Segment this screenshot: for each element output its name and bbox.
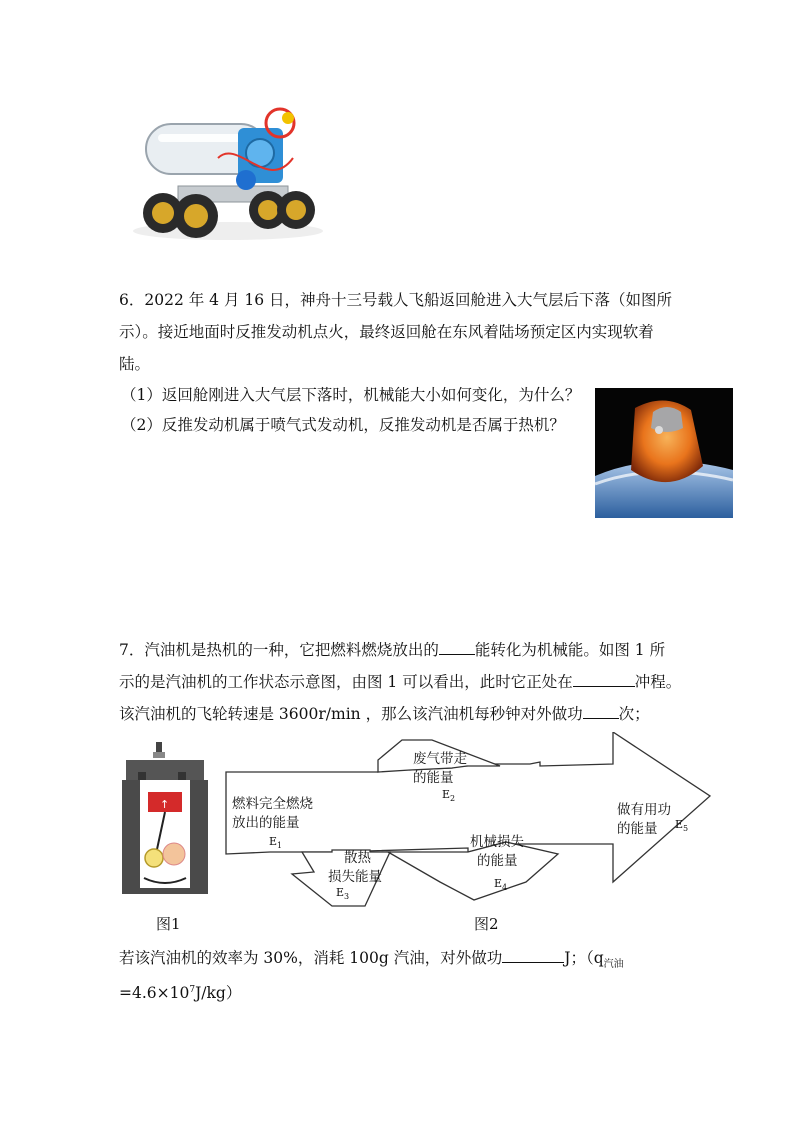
q7-exponent: 7 [189, 985, 196, 995]
q7-line-1-a: 7．汽油机是热机的一种，它把燃料燃烧放出的 [119, 641, 439, 659]
answer-blank-stroke[interactable] [573, 672, 635, 687]
e5-symbol: $E_5$ [675, 818, 689, 833]
q7-line-5-b: J/kg） [195, 984, 242, 1003]
answer-blank-energy[interactable] [439, 640, 475, 655]
q7-line-4-a: 若该汽油机的效率为 30%，消耗 100g 汽油，对外做功 [119, 949, 503, 967]
q7-line-3-a: 该汽油机的飞轮转速是 3600r/min ，那么该汽油机每秒钟对外做功 [119, 705, 583, 723]
figure-2-caption: 图2 [474, 915, 499, 933]
e4-label-line-1: 机械损失 [470, 834, 524, 850]
figure-1-caption: 图1 [156, 915, 181, 933]
q6-line-3: 陆。 [119, 355, 151, 373]
toy-car-image [118, 98, 330, 248]
q7-line-4-b: J；（q [564, 949, 604, 967]
e1-label-line-1: 燃料完全燃烧 [232, 796, 313, 812]
e4-label-line-2: 的能量 [477, 853, 518, 869]
e4-symbol: $E_4$ [494, 877, 508, 892]
e5-label-line-1: 做有用功 [617, 802, 671, 818]
q7-line-2 [119, 672, 681, 692]
q7-line-5 [119, 980, 241, 1003]
e1-symbol: $E_1$ [269, 835, 283, 850]
e3-label-line-1: 散热 [344, 850, 371, 866]
energy-flow-diagram [220, 732, 715, 908]
q7-line-4 [119, 948, 624, 975]
q6-sub-question-1: （1）返回舱刚进入大气层下落时，机械能大小如何变化，为什么？ [121, 386, 581, 404]
q7-line-3 [119, 704, 650, 724]
engine-cylinder-diagram [118, 742, 214, 896]
e2-label-line-2: 的能量 [413, 770, 454, 786]
q7-line-1 [119, 640, 665, 660]
capsule-reentry-image [595, 388, 733, 518]
e2-label-line-1: 废气带走 [413, 751, 467, 767]
q7-line-5-a: =4.6×10 [119, 984, 190, 1003]
e1-label-line-2: 放出的能量 [232, 815, 300, 831]
e3-label-line-2: 损失能量 [328, 869, 382, 885]
q7-line-2-b: 冲程。 [634, 673, 682, 691]
mechanical-loss-arrow [388, 842, 558, 900]
answer-blank-work-joules[interactable] [502, 948, 564, 963]
q6-line-1: 6．2022 年 4 月 16 日，神舟十三号载人飞船返回舱进入大气层后下落（如图所 [119, 291, 673, 309]
e2-symbol: $E_2$ [442, 788, 456, 803]
answer-blank-work-times[interactable] [583, 704, 619, 719]
q7-line-3-b: 次； [618, 705, 650, 723]
q6-line-2: 示）。接近地面时反推发动机点火，最终返回舱在东风着陆场预定区内实现软着 [119, 323, 654, 341]
q6-sub-question-2: （2）反推发动机属于喷气式发动机，反推发动机是否属于热机？ [121, 416, 565, 434]
e3-symbol: $E_3$ [336, 886, 350, 901]
e5-label-line-2: 的能量 [617, 821, 658, 837]
q7-fuel-subscript: 汽油 [603, 959, 624, 971]
svg-text:↑: ↑ [160, 798, 170, 811]
q7-line-1-b: 能转化为机械能。如图 1 所 [474, 641, 666, 659]
q7-line-2-a: 示的是汽油机的工作状态示意图，由图 1 可以看出，此时它正处在 [119, 673, 573, 691]
